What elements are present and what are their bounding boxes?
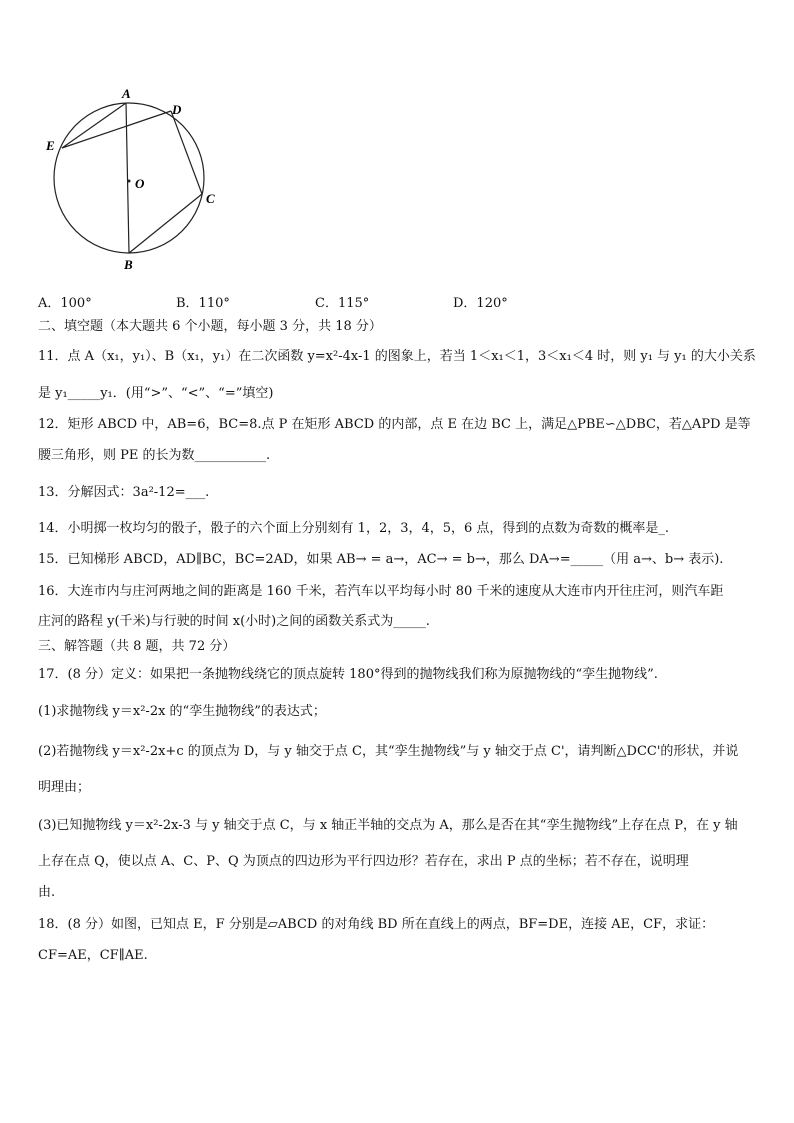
question-17-part-2-line-1: (2)若抛物线 y＝x²-2x+c 的顶点为 D，与 y 轴交于点 C，其“孪生抛物线”与 y 轴交于点 C'，请判断△DCC'的形状，并说 (38, 744, 739, 759)
segment-ae (62, 103, 126, 148)
question-18-line-1: 18．(8 分）如图，已知点 E，F 分别是▱ABCD 的对角线 BD 所在直线上的两点，BF=DE，连接 AE，CF，求证： (38, 917, 715, 932)
center-point-o (128, 180, 131, 183)
option-b: B．110° (176, 296, 230, 311)
question-17: 17．(8 分）定义：如果把一条抛物线绕它的顶点旋转 180°得到的抛物线我们称为原抛物线的“孪生抛物线”. (38, 667, 658, 682)
question-14: 14．小明掷一枚均匀的骰子，骰子的六个面上分别刻有 1，2，3，4，5，6 点，得到的点数为奇数的概率是_. (38, 521, 670, 536)
label-a: A (122, 86, 131, 101)
label-b: B (124, 257, 133, 272)
question-17-part-3-line-1: (3)已知抛物线 y＝x²-2x-3 与 y 轴交于点 C，与 x 轴正半轴的交点为 A，那么是否在其“孪生抛物线”上存在点 P，在 y 轴 (38, 818, 738, 833)
question-17-part-3-line-2: 上存在点 Q，使以点 A、C、P、Q 为顶点的四边形为平行四边形？若存在，求出 P 点的坐标；若不存在，说明理 (38, 854, 689, 869)
segment-ed (62, 111, 171, 148)
section-heading-solutions: 三、解答题（共 8 题，共 72 分） (38, 639, 236, 654)
option-a: A．100° (38, 296, 92, 311)
circle-figure (40, 80, 240, 284)
label-d: D (172, 102, 182, 117)
option-c: C．115° (315, 296, 370, 311)
question-11-line-2: 是 y₁_____y₁．(用“>”、“<”、“=”填空) (38, 386, 274, 401)
question-16-line-2: 庄河的路程 y(千米)与行驶的时间 x(小时)之间的函数关系式为_____. (38, 614, 430, 629)
label-o: O (135, 176, 145, 191)
question-17-part-2-line-2: 明理由； (38, 780, 91, 795)
question-16-line-1: 16．大连市内与庄河两地之间的距离是 160 千米，若汽车以平均每小时 80 千米的速度从大连市内开往庄河，则汽车距 (38, 584, 724, 599)
question-11-line-1: 11．点 A（x₁，y₁）、B（x₁，y₁）在二次函数 y=x²-4x-1 的图象上，若当 1＜x₁＜1，3＜x₁＜4 时，则 y₁ 与 y₁ 的大小关系 (38, 349, 756, 364)
section-heading-fill-blank: 二、填空题（本大题共 6 个小题，每小题 3 分，共 18 分） (38, 319, 382, 334)
segment-dc (171, 111, 202, 194)
question-17-part-3-line-3: 由. (38, 885, 56, 900)
label-e: E (46, 138, 55, 153)
question-15: 15．已知梯形 ABCD，AD∥BC，BC=2AD，如果 AB→ = a→，AC→ = b→，那么 DA→=_____（用 a→、b→ 表示). (38, 552, 724, 567)
label-c: C (206, 191, 215, 206)
question-12-line-1: 12．矩形 ABCD 中，AB=6，BC=8.点 P 在矩形 ABCD 的内部，点 E 在边 BC 上，满足△PBE∽△DBC，若△APD 是等 (38, 417, 751, 432)
geometry-diagram (40, 80, 240, 280)
option-d: D．120° (453, 296, 508, 311)
question-18-line-2: CF=AE，CF∥AE. (38, 948, 148, 963)
question-12-line-2: 腰三角形，则 PE 的长为数___________. (38, 448, 271, 463)
question-13: 13．分解因式：3a²-12=___. (38, 485, 210, 500)
question-17-part-1: (1)求抛物线 y＝x²-2x 的“孪生抛物线”的表达式； (38, 704, 326, 719)
